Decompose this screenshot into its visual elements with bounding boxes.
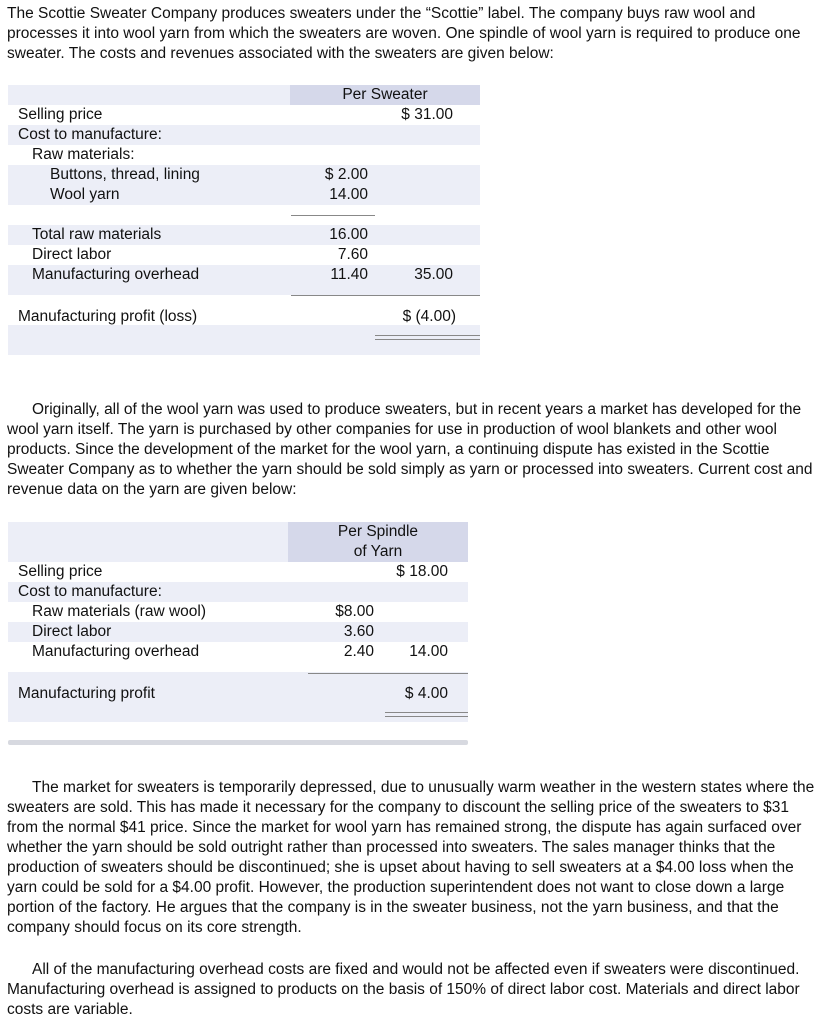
column-header [288, 522, 468, 562]
row-label: Manufacturing overhead [32, 266, 200, 283]
row-value: $ 4.00 [404, 685, 448, 702]
intro-paragraph: The Scottie Sweater Company produces sweaters under the “Scottie” label. The company buys raw wool and processes it into wool yarn from which the sweaters are woven. One spindle of wool yarn is required to produce one sweater. The costs and revenues associated with the sweaters are given below: [7, 5, 801, 62]
row-label: Manufacturing profit (loss) [18, 308, 198, 325]
row-value: $ (4.00) [402, 308, 456, 325]
double-rule [375, 339, 480, 340]
total-rule [308, 673, 468, 674]
row-label: Manufacturing profit [18, 685, 155, 702]
closing-paragraph-2: All of the manufacturing overhead costs are fixed and would not be affected even if sweaters were discontinued. Manufacturing overhead is assigned to products on the basis of 150% of direct labor cost. Materials and direct labor costs are variable. [7, 961, 800, 1018]
subtotal-rule [291, 215, 375, 216]
table-band [8, 325, 480, 355]
row-value: 14.00 [329, 186, 368, 203]
yarn-cost-table [8, 522, 468, 747]
row-value: $ 2.00 [324, 166, 368, 183]
row-label: Buttons, thread, lining [50, 166, 200, 183]
row-label: Direct labor [32, 246, 112, 263]
row-label: Raw materials: [32, 146, 135, 163]
total-rule [291, 295, 480, 296]
row-label: Raw materials (raw wool) [32, 603, 206, 620]
double-rule [375, 335, 480, 336]
closing-paragraph-1: The market for sweaters is temporarily depressed, due to unusually warm weather in the western states where the sweaters are sold. This has made it necessary for the company to discount the selling price of the sweaters to $31 from the normal $41 price. Since the market for wool yarn has remained strong, the dispute has again surfaced over whether the yarn should be sold outright rather than processed into sweaters. The sales manager thinks that the production of sweaters should be discontinued; she is upset about having to sell sweaters at a $4.00 loss when the yarn could be sold for a $4.00 profit. However, the production superintendent does not want to close down a large portion of the factory. He argues that the company is in the sweater business, not the yarn business, and that the company should focus on its core strength. [7, 779, 815, 936]
row-label: Wool yarn [50, 186, 120, 203]
row-label: Selling price [18, 106, 103, 123]
column-header-line: of Yarn [353, 543, 403, 560]
row-value: 14.00 [409, 643, 448, 660]
row-label: Cost to manufacture: [18, 583, 162, 600]
row-value: $ 31.00 [401, 106, 453, 123]
row-value: 3.60 [343, 623, 374, 640]
sweater-cost-table [8, 85, 480, 355]
column-header: Per Sweater [290, 85, 480, 105]
table-bottom-bar [8, 740, 468, 745]
row-label: Selling price [18, 563, 103, 580]
row-value: $ 18.00 [396, 563, 448, 580]
row-value: $8.00 [335, 603, 374, 620]
row-label: Cost to manufacture: [18, 126, 162, 143]
column-header-line: Per Spindle [337, 523, 419, 540]
middle-paragraph: Originally, all of the wool yarn was used to produce sweaters, but in recent years a market has developed for the wool yarn itself. The yarn is purchased by other companies for use in production of wool blankets and other wool products. Since the development of the market for the wool yarn, a continuing dispute has existed in the Scottie Sweater Company as to whether the yarn should be sold simply as yarn or processed into sweaters. Current cost and revenue data on the yarn are given below: [7, 401, 813, 498]
row-label: Manufacturing overhead [32, 643, 200, 660]
double-rule [385, 712, 468, 713]
row-label: Total raw materials [32, 226, 162, 243]
row-value: 7.60 [337, 246, 368, 263]
row-label: Direct labor [32, 623, 112, 640]
row-value: 35.00 [414, 266, 453, 283]
double-rule [385, 716, 468, 717]
row-value: 16.00 [329, 226, 368, 243]
row-value: 2.40 [343, 643, 374, 660]
row-value: 11.40 [330, 266, 368, 283]
